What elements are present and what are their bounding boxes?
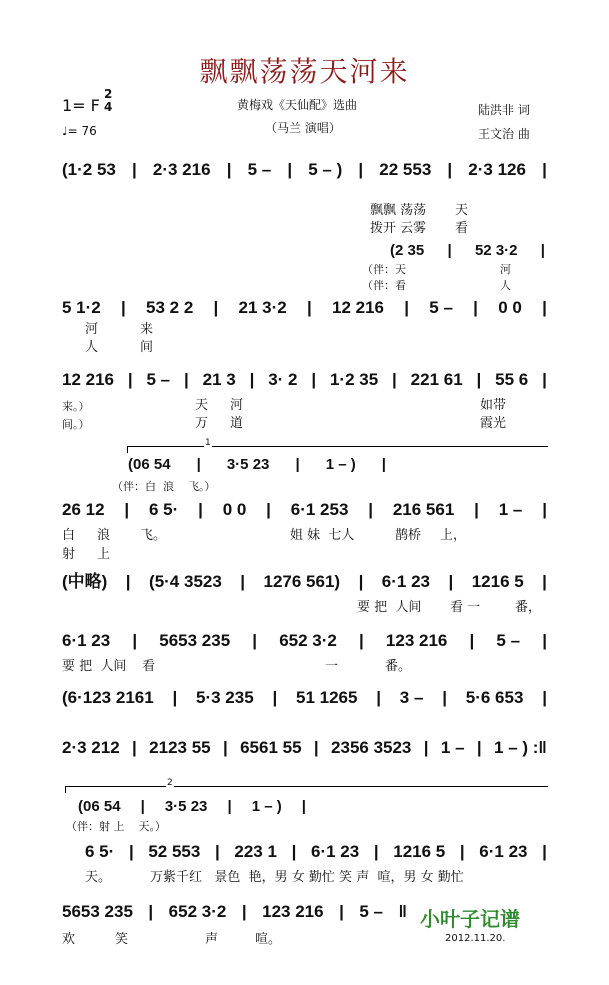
measure: 1216 5 xyxy=(393,842,446,861)
lyric: 霞光 xyxy=(480,416,507,431)
measure: 6·1 23 xyxy=(62,631,111,650)
measure: 652 3·2 xyxy=(279,631,337,650)
acc-lyric: （伴：白 浪 飞。） xyxy=(112,480,216,493)
measure: 6·1 23 xyxy=(479,842,528,861)
notation-row-8 xyxy=(62,738,547,758)
measure: 221 61 xyxy=(410,370,463,389)
volta-number: 1 xyxy=(205,438,211,448)
measure: 2356 3523 xyxy=(331,738,412,757)
time-sig-top: 2 xyxy=(104,87,113,101)
measure: (6·123 2161 xyxy=(62,688,154,707)
accompaniment-row-3 xyxy=(78,798,306,815)
acc-lyric: 人 xyxy=(500,279,511,292)
barline: | xyxy=(311,370,317,389)
barline: | xyxy=(132,631,138,650)
measure: 52 3·2 xyxy=(474,242,518,259)
measure: 12 216 xyxy=(62,370,114,389)
barline: | xyxy=(423,738,429,757)
lyric: 河 xyxy=(230,398,244,413)
measure: 21 3·2 xyxy=(238,298,287,317)
measure: 22 553 xyxy=(379,160,432,179)
measure: 223 1 xyxy=(234,842,277,861)
barline: | xyxy=(127,370,133,389)
barline: | xyxy=(376,688,382,707)
notation-row-3 xyxy=(62,370,547,390)
lyricist: 陆洪非 词 xyxy=(478,103,530,117)
barline: | xyxy=(358,572,364,591)
measure: 26 12 xyxy=(62,500,105,519)
barline: | xyxy=(476,738,482,757)
measure: (中略) xyxy=(62,572,108,591)
measure: 1 – ) :‖ xyxy=(494,738,547,757)
barline: | xyxy=(125,572,131,591)
measure: 2·3 126 xyxy=(468,160,526,179)
barline: | xyxy=(542,500,547,519)
notation-row-7 xyxy=(62,688,547,708)
lyric: 看 一 xyxy=(450,600,481,615)
measure: 0 0 xyxy=(222,500,247,519)
barline: | xyxy=(148,902,154,921)
measure: 1216 5 xyxy=(471,572,524,591)
barline: | xyxy=(469,631,475,650)
measure: 1276 561) xyxy=(263,572,341,591)
volta-bracket-1 xyxy=(127,438,548,453)
barline: | xyxy=(542,842,547,861)
lyric: 笑 xyxy=(115,932,129,947)
barline: | xyxy=(476,370,482,389)
barline: | xyxy=(540,242,545,259)
barline: | xyxy=(447,242,452,259)
composer: 王文治 曲 xyxy=(478,127,530,141)
lyric: 间 xyxy=(140,340,154,355)
measure: 3 – xyxy=(399,688,424,707)
lyric: 射 xyxy=(62,547,76,562)
measure: (1·2 53 xyxy=(62,160,116,179)
measure: 1 – ) xyxy=(325,456,356,473)
lyric: 如带 xyxy=(480,398,507,413)
barline: | xyxy=(339,902,344,921)
barline: | xyxy=(542,572,547,591)
lyric: 万紫千红 景色 艳，男 女 勤忙 笑 声 喧，男 女 勤忙 xyxy=(150,870,464,885)
barline: | xyxy=(392,370,397,389)
lyric: 看 xyxy=(142,659,156,674)
lyric: 万 xyxy=(195,416,209,431)
measure: 1 – xyxy=(498,500,523,519)
lyric: 飞。 xyxy=(140,528,167,543)
volta-number: 2 xyxy=(167,778,173,788)
barline: | xyxy=(301,798,306,815)
barline: | xyxy=(359,631,364,650)
lyric: 声 xyxy=(205,932,219,947)
time-sig-bottom: 4 xyxy=(104,100,113,114)
measure: 5·6 653 xyxy=(465,688,524,707)
lyric: 来。） xyxy=(62,400,90,413)
barline: | xyxy=(214,842,220,861)
measure: 0 0 xyxy=(498,298,522,317)
measure: 123 216 xyxy=(385,631,448,650)
acc-lyric: （伴：看 xyxy=(362,279,406,292)
barline: | xyxy=(266,500,271,519)
barline: | xyxy=(474,500,479,519)
lyric: 天。 xyxy=(85,870,112,885)
tempo: ♩= 76 xyxy=(62,124,97,138)
date: 2012.11.20. xyxy=(445,933,506,944)
lyric: 看 xyxy=(455,221,469,236)
barline: | xyxy=(222,738,228,757)
lyric: 鹊桥 xyxy=(395,528,422,543)
barline: | xyxy=(183,370,189,389)
measure: 6 5· xyxy=(148,500,179,519)
barline: | xyxy=(358,160,364,179)
barline: | xyxy=(121,298,126,317)
measure: 6561 55 xyxy=(240,738,302,757)
measure: 6·1 23 xyxy=(381,572,430,591)
lyric: 番。 xyxy=(385,659,412,674)
lyric: 上， xyxy=(440,528,467,543)
measure: 12 216 xyxy=(332,298,385,317)
measure: 1 – xyxy=(440,738,465,757)
barline: | xyxy=(473,298,478,317)
time-signature xyxy=(104,88,112,114)
measure: 1·2 35 xyxy=(329,370,379,389)
barline: | xyxy=(287,160,293,179)
acc-lyric: （伴：射 上 天。） xyxy=(66,820,166,833)
acc-lyric: （伴：天 xyxy=(362,263,406,276)
barline: ‖ xyxy=(398,902,407,921)
measure: 2·3 216 xyxy=(152,160,211,179)
barline: | xyxy=(542,631,547,650)
measure: 1 – ) xyxy=(251,798,282,815)
key-signature: 1= F xyxy=(62,96,100,115)
measure: 5 – xyxy=(247,160,272,179)
barline: | xyxy=(227,798,232,815)
barline: | xyxy=(291,842,297,861)
barline: | xyxy=(240,572,246,591)
lyric: 白 xyxy=(62,528,76,543)
lyric: 要 把 人间 xyxy=(62,659,127,674)
measure: 6 5· xyxy=(85,842,115,861)
lyric: 来 xyxy=(140,322,154,337)
measure: 6·1 253 xyxy=(290,500,349,519)
barline: | xyxy=(368,500,374,519)
notation-row-2 xyxy=(62,298,547,318)
subtitle: 黄梅戏《天仙配》选曲 xyxy=(237,98,358,112)
barline: | xyxy=(542,160,547,179)
measure: (06 54 xyxy=(78,798,121,815)
barline: | xyxy=(295,456,300,473)
barline: | xyxy=(448,572,454,591)
performer: （马兰 演唱） xyxy=(265,121,341,135)
song-title: 飘飘荡荡天河来 xyxy=(199,55,410,88)
lyric: 河 xyxy=(85,322,99,337)
lyric: 姐 妹 七人 xyxy=(290,528,355,543)
lyric: 天 xyxy=(455,203,469,218)
barline: | xyxy=(132,160,137,179)
lyric: 拨开 云雾 xyxy=(370,221,427,236)
barline: | xyxy=(381,456,386,473)
lyric: 一 xyxy=(325,659,339,674)
notation-row-5 xyxy=(62,572,547,592)
barline: | xyxy=(442,688,447,707)
barline: | xyxy=(249,370,255,389)
lyric: 飘飘 荡荡 xyxy=(370,203,427,218)
barline: | xyxy=(198,500,203,519)
measure: 6·1 23 xyxy=(310,842,360,861)
measure: 2123 55 xyxy=(149,738,211,757)
barline: | xyxy=(313,738,319,757)
measure: 5 – xyxy=(429,298,453,317)
barline: | xyxy=(373,842,379,861)
lyric: 要 把 人间 xyxy=(357,600,422,615)
lyric: 间。） xyxy=(62,418,90,431)
measure: 52 553 xyxy=(148,842,201,861)
measure: (06 54 xyxy=(128,456,171,473)
notation-row-9 xyxy=(85,842,547,862)
barline: | xyxy=(542,688,547,707)
measure: 3·5 23 xyxy=(164,798,208,815)
lyric: 浪 xyxy=(97,528,111,543)
measure: 5 – xyxy=(359,902,383,921)
acc-lyric: 河 xyxy=(500,263,511,276)
transcriber-signature: 小叶子记谱 xyxy=(420,907,520,931)
barline: | xyxy=(132,738,137,757)
notation-row-4 xyxy=(62,500,547,520)
barline: | xyxy=(128,842,134,861)
measure: 53 2 2 xyxy=(146,298,194,317)
lyric: 上 xyxy=(97,547,111,562)
barline: | xyxy=(172,688,178,707)
barline: | xyxy=(459,842,465,861)
measure: 5 – xyxy=(496,631,521,650)
notation-row-10 xyxy=(62,902,407,922)
barline: | xyxy=(196,456,201,473)
barline: | xyxy=(272,688,278,707)
notation-row-6 xyxy=(62,631,547,651)
measure: 5 1·2 xyxy=(62,298,101,317)
measure: 123 216 xyxy=(262,902,324,921)
volta-bracket-2 xyxy=(65,778,548,793)
measure: 5653 235 xyxy=(159,631,231,650)
measure: 5·3 235 xyxy=(196,688,254,707)
measure: (2 35 xyxy=(390,242,425,259)
measure: 216 561 xyxy=(392,500,455,519)
measure: 2·3 212 xyxy=(62,738,120,757)
measure: 3·5 23 xyxy=(226,456,270,473)
barline: | xyxy=(213,298,219,317)
barline: | xyxy=(140,798,145,815)
lyric: 天 xyxy=(195,398,209,413)
barline: | xyxy=(447,160,453,179)
barline: | xyxy=(241,902,247,921)
measure: 55 6 xyxy=(495,370,529,389)
lyric: 番， xyxy=(515,600,542,615)
barline: | xyxy=(542,298,547,317)
barline: | xyxy=(226,160,232,179)
measure: (5·4 3523 xyxy=(149,572,222,591)
barline: | xyxy=(542,370,547,389)
measure: 5 – ) xyxy=(308,160,343,179)
measure: 3· 2 xyxy=(268,370,298,389)
barline: | xyxy=(124,500,130,519)
barline: | xyxy=(404,298,410,317)
lyric: 喧。 xyxy=(255,932,282,947)
lyric: 欢 xyxy=(62,932,76,947)
barline: | xyxy=(252,631,258,650)
measure: 652 3·2 xyxy=(168,902,227,921)
lyric: 道 xyxy=(230,416,244,431)
measure: 51 1265 xyxy=(296,688,358,707)
barline: | xyxy=(307,298,312,317)
accompaniment-row-2 xyxy=(128,456,386,473)
measure: 5 – xyxy=(146,370,171,389)
measure: 21 3 xyxy=(202,370,236,389)
measure: 5653 235 xyxy=(62,902,133,921)
lyric: 人 xyxy=(85,340,99,355)
accompaniment-row-1 xyxy=(390,242,545,259)
notation-row-1 xyxy=(62,160,547,180)
